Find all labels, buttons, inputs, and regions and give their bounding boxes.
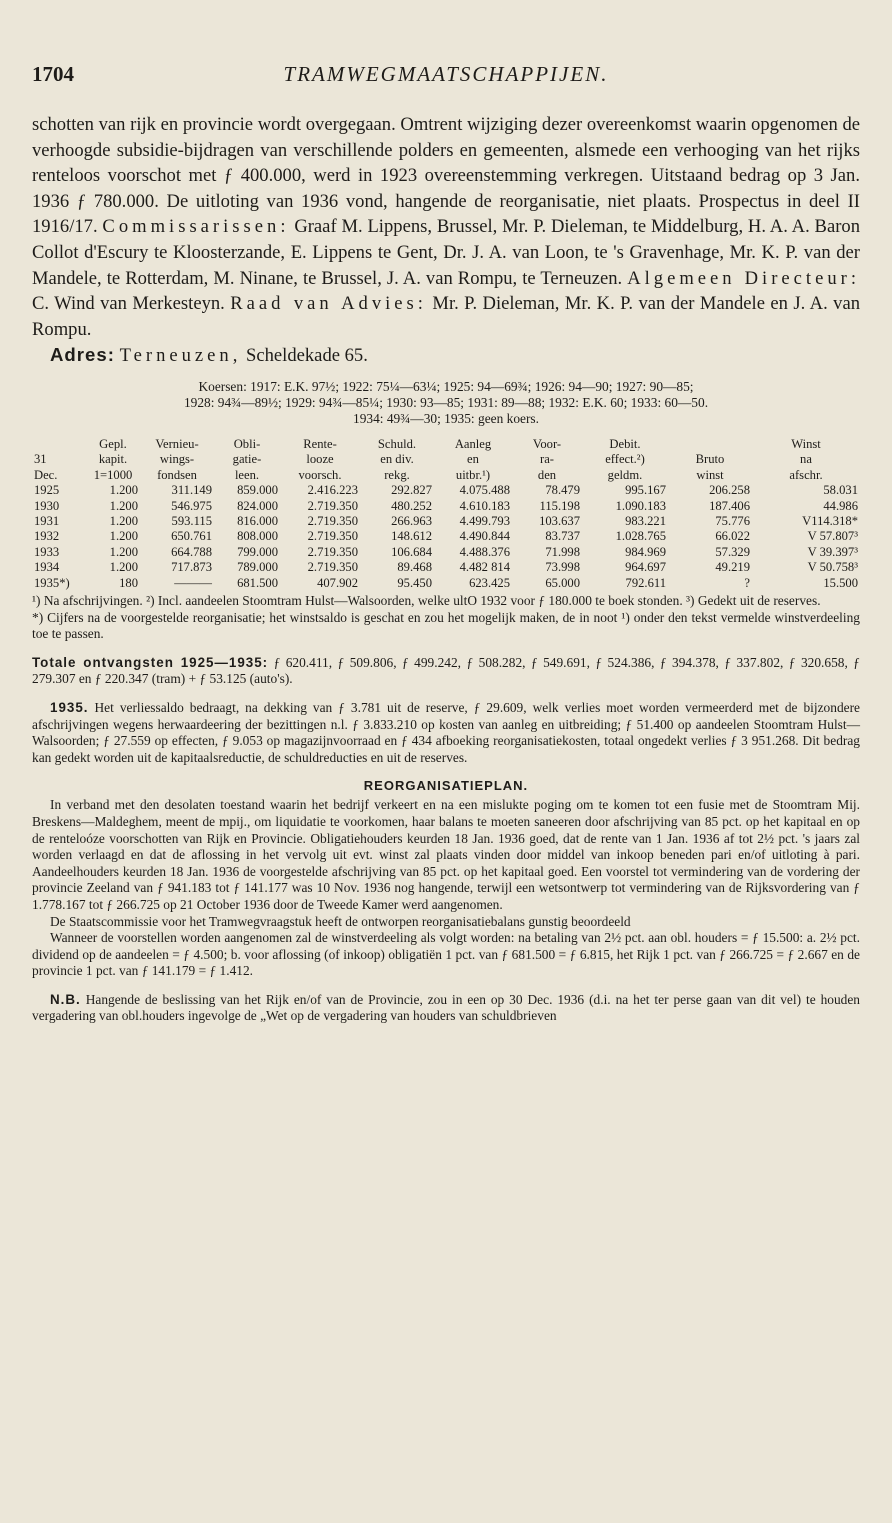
table-header-row [32,468,860,483]
table-cell: 2.719.350 [307,498,358,513]
table-cell: 89.468 [397,560,432,575]
totale-text: ƒ 620.411, ƒ 509.806, ƒ 499.242, ƒ 508.282, ƒ 549.691, ƒ 524.386, ƒ 394.378, ƒ 337.802, ƒ 320.658, ƒ 279.307 en ƒ 220.347 (tram) + ƒ 53.125 (auto's). [32,654,860,687]
table-header-cell: Winst [791,436,821,451]
year-1935-text: Het verliessaldo bedraagt, na dekking van ƒ 3.781 uit de reserve, ƒ 29.609, welk verlies moet worden vermeerderd met de bijzondere afschrijvingen wegens herwaardeering der bezittingen n.l. ƒ 3.833.210 op kosten van aanleg en uitbreiding; ƒ 51.400 op aandeelen Stoomtram Hulst—Walsoorden; ƒ 27.559 op effecten, ƒ 9.053 op magazijnvoorraad en ƒ 434 afboeking reorganisatiekosten, totaal ongedekt verlies ƒ 3 951.268. Dit bedrag kan gedekt worden uit de kapitaalsreductie, de schuldreducties en uit de reserves. [32,699,860,765]
table-cell: 180 [119,575,138,590]
koersen-block [32,379,860,427]
directeur-text: C. Wind van Merkesteyn. [32,293,231,315]
table-cell: 15.500 [823,575,858,590]
page-body [32,112,860,1025]
table-cell: 103.637 [539,513,580,528]
table-cell: 1935*) [34,575,70,590]
table-cell: 148.612 [391,529,432,544]
commissarissen-label: Commissarissen: [102,216,290,238]
table-notes [32,593,860,643]
table-header-cell: Dec. [34,467,58,482]
table-header-cell: Obli- [233,436,261,451]
koersen-line: Koersen: 1917: E.K. 97½; 1922: 75¼—63¼; 1925: 94—69¾; 1926: 94—90; 1927: 90—85; [198,378,694,394]
table-cell: 859.000 [237,483,278,498]
table-cell: 824.000 [237,498,278,513]
table-cell: 65.000 [545,575,580,590]
table-cell: 1.200 [109,483,138,498]
table-cell: 623.425 [469,575,510,590]
table-header-cell: na [800,452,812,467]
address-line [32,342,860,369]
reorganisatieplan-title: REORGANISATIEPLAN. [363,778,529,794]
table-cell: 78.479 [545,483,580,498]
table-row [32,499,860,514]
table-cell: 808.000 [237,529,278,544]
table-header-cell: fondsen [157,467,197,482]
table-header-cell [668,437,752,452]
table-cell: 266.963 [391,513,432,528]
table-cell: 4.610.183 [459,498,510,513]
table-cell: ——— [174,575,212,590]
table-cell: 1934 [34,560,60,575]
table-cell: 664.788 [171,544,212,559]
table-cell: 49.219 [715,560,750,575]
table-cell: 1.200 [109,513,138,528]
table-cell: 1.200 [109,498,138,513]
table-cell: 1930 [34,498,60,513]
table-header-cell: geldm. [607,467,643,482]
table-cell: 983.221 [625,513,666,528]
table-cell: 206.258 [709,483,750,498]
reorg-paragraph: De Staatscommissie voor het Tramwegvraagstuk heeft de ontworpen reorganisatiebalans gunstig beoordeeld [50,913,631,929]
table-cell: 789.000 [237,560,278,575]
table-header-cell: rekg. [384,467,410,482]
table-row [32,560,860,575]
nb-label: N.B. [50,991,81,1007]
table-cell: 2.719.350 [307,560,358,575]
totale-label: Totale ontvangsten 1925—1935: [32,654,269,670]
table-row [32,529,860,544]
table-cell: 57.329 [715,544,750,559]
table-header-cell: looze [306,452,334,467]
table-cell: 4.075.488 [459,483,510,498]
table-cell: 2.719.350 [307,544,358,559]
table-cell: 984.969 [625,544,666,559]
table-header-cell: Schuld. [377,436,417,451]
table-header-cell: Bruto [695,452,725,467]
table-header-cell: Aanleg [454,436,492,451]
nb-paragraph [32,992,860,1025]
table-cell: 66.022 [715,529,750,544]
table-header-cell: ra- [540,452,554,467]
table-header-cell: 31 [34,452,47,467]
table-cell: 1.200 [109,544,138,559]
adres-city: Terneuzen, [119,345,242,367]
table-cell: 681.500 [237,575,278,590]
table-header-cell: Rente- [303,436,337,451]
table-cell: 187.406 [709,498,750,513]
totale-ontvangsten [32,655,860,688]
table-header-cell: leen. [234,467,260,482]
table-header-cell: den [537,467,557,482]
table-cell: 75.776 [715,513,750,528]
table-header-cell: effect.²) [605,452,645,467]
table-cell: 546.975 [171,498,212,513]
table-cell: 1.028.765 [615,529,666,544]
table-cell: 44.986 [823,498,858,513]
table-cell: 1933 [34,544,60,559]
table-cell: 4.488.376 [459,544,510,559]
raad-label: Raad van Advies: [230,293,427,315]
table-row [32,483,860,498]
table-cell: 83.737 [545,529,580,544]
table-header-cell: uitbr.¹) [455,467,491,482]
table-header-cell: 1=1000 [93,467,133,482]
intro-text: schotten van rijk en provincie wordt overgegaan. Omtrent wijziging dezer overeenkomst waarin opgenomen de verhoogde subsidie-bijdragen van verschillende polders en gemeenten, alsmede een verhooging van het rijks renteloos voorschot met ƒ 400.000, werd in 1923 overeenstemming verkregen. Uitstaand bedrag op 3 Jan. 1936 ƒ 780.000. De uitloting van 1936 vond, hangende de reorganisatie, niet plaats. Prospectus in deel II 1916/17. [32,114,860,238]
table-row [32,576,860,591]
table-cell: 1.200 [109,529,138,544]
koersen-line: 1928: 94¾—89½; 1929: 94¾—85¼; 1930: 93—85; 1931: 89—88; 1932: E.K. 60; 1933: 60—50. [183,394,709,410]
table-cell: 1.200 [109,560,138,575]
koersen-line: 1934: 49¾—30; 1935: geen koers. [353,410,539,426]
table-cell: 2.719.350 [307,513,358,528]
reorg-paragraph: Wanneer de voorstellen worden aangenomen zal de winstverdeeling als volgt worden: na betaling van 2½ pct. aan obl. houders = ƒ 15.500: a. 2½ pct. dividend op de aandeelen = ƒ 4.500; b. voor aflossing (of inkoop) obligatiën 1 pct. van ƒ 681.500 = ƒ 6.815, het Rijk 1 pct. van ƒ 266.725 = ƒ 2.667 en de provincie 1 pct. van ƒ 141.179 = ƒ 1.412. [32,930,860,979]
running-title: TRAMWEGMAATSCHAPPIJEN. [283,62,609,86]
table-cell: V114.318* [802,513,858,528]
adres-label: Adres: [50,344,115,366]
table-header-cell: afschr. [789,467,823,482]
table-cell: 792.611 [625,575,666,590]
table-cell: 71.998 [545,544,580,559]
table-header-cell: gatie- [232,452,262,467]
table-cell: 4.499.793 [459,513,510,528]
nb-text: Hangende de beslissing van het Rijk en/of van de Provincie, zou in een op 30 Dec. 1936 (d.i. na het ter perse gaan van dit vel) te houden vergadering van obl.houders ingevolge de „Wet op de vergadering van houders van schuldbrieven [32,991,860,1024]
table-cell: 2.416.223 [307,483,358,498]
table-cell: V 39.397³ [807,544,858,559]
table-header-cell: wings- [159,452,195,467]
table-row [32,514,860,529]
table-body [32,483,860,591]
table-cell: 816.000 [237,513,278,528]
table-note: ¹) Na afschrijvingen. ²) Incl. aandeelen Stoomtram Hulst—Walsoorden, welke ultO 1932 voor ƒ 180.000 te boek stonden. ³) Gedekt uit de reserves. [32,593,821,608]
table-cell: 2.719.350 [307,529,358,544]
table-cell: 995.167 [625,483,666,498]
table-cell: V 50.758³ [807,560,858,575]
page-number: 1704 [32,62,74,86]
commissarissen-text: Graaf M. Lippens, Brussel, Mr. P. Dieleman, te Middelburg, H. A. A. Baron Collot d'Escury te Kloosterzande, E. Lippens te Gent, Dr. J. A. van Loon, te 's Gravenhage, Mr. K. P. van der Mandele, te Rotterdam, M. Ninane, te Brussel, J. A. van Rompu, te Terneuzen. [32,216,860,289]
table-cell: 1925 [34,483,60,498]
table-cell: V 57.807³ [807,529,858,544]
table-header-cell: en [467,452,479,467]
directeur-label: Algemeen Directeur: [627,267,860,289]
table-cell: 650.761 [171,529,212,544]
reorg-paragraph: In verband met den desolaten toestand waarin het bedrijf verkeert en na een mislukte poging om te komen tot een fusie met de Stoomtram Mij. Breskens—Maldeghem, meent de mpij., om liquidatie te voorkomen, haar balans te moeten saneeren door afschrijving van 85 pct. op het kapitaal en op de renteloóze voorschotten van Rijk en Provincie. Obligatiehouders keurden 18 Jan. 1936 goed, dat de rente van 1 Jan. 1936 af tot 2½ pct. 's jaars zal worden verlaagd en dat de aflossing in het vervolg uit evt. winst zal plaats vinden door middel van inkoop beneden pari en/of uitloting à pari. Aandeelhouders keurden 18 Jan. 1936 de voorgestelde afschrijving van 85 pct. op het kapitaal goed. Een voorstel tot vermindering van de vordering der provincie Zeeland van ƒ 941.183 tot ƒ 141.177 was 10 Nov. 1936 nog hangende, terwijl een wetsontwerp tot vermindering van de Rijksvordering van ƒ 1.778.167 tot ƒ 266.725 op 21 October 1936 door de Tweede Kamer werd aangenomen. [32,797,860,912]
table-header-cell: Debit. [609,436,641,451]
table-header-cell: winst [696,467,724,482]
table-header-cell: Vernieu- [155,436,199,451]
table-row [32,545,860,560]
table-header-cell: Gepl. [99,436,127,451]
table-cell: 1.090.183 [615,498,666,513]
table-cell: 717.873 [171,560,212,575]
page-header [32,62,860,88]
table-cell: 4.482 814 [459,560,510,575]
table-cell: 964.697 [625,560,666,575]
table-header-row [32,437,860,452]
table-cell: 58.031 [823,483,858,498]
financial-table [32,437,860,591]
year-1935-paragraph [32,700,860,766]
table-header [32,437,860,483]
table-header-cell: voorsch. [298,467,342,482]
table-cell: 311.149 [171,483,212,498]
table-cell: 95.450 [397,575,432,590]
raad-text: Mr. P. Dieleman, Mr. K. P. van der Mandele en J. A. van Rompu. [32,293,860,340]
table-header-cell: kapit. [98,452,128,467]
table-header-cell: Voor- [532,436,562,451]
table-cell: 4.490.844 [459,529,510,544]
table-cell: 73.998 [545,560,580,575]
table-cell: 1931 [34,513,60,528]
table-header-cell [32,437,86,452]
table-cell: 593.115 [171,513,212,528]
table-cell: 115.198 [539,498,580,513]
table-cell: 106.684 [391,544,432,559]
table-cell: 407.902 [317,575,358,590]
adres-street: Scheldekade 65. [246,345,368,367]
year-1935-label: 1935. [50,699,89,715]
table-header-cell: en div. [380,452,414,467]
table-cell: ? [744,575,750,590]
table-note: *) Cijfers na de voorgestelde reorganisatie; het winstsaldo is geschat en zou het mogelijk maken, de in noot ¹) onder den tekst vermelde winstverdeeling toe te passen. [32,609,860,642]
table-cell: 292.827 [391,483,432,498]
table-cell: 799.000 [237,544,278,559]
table-header-row [32,452,860,467]
table-cell: 480.252 [391,498,432,513]
table-cell: 1932 [34,529,60,544]
company-description [32,112,860,342]
